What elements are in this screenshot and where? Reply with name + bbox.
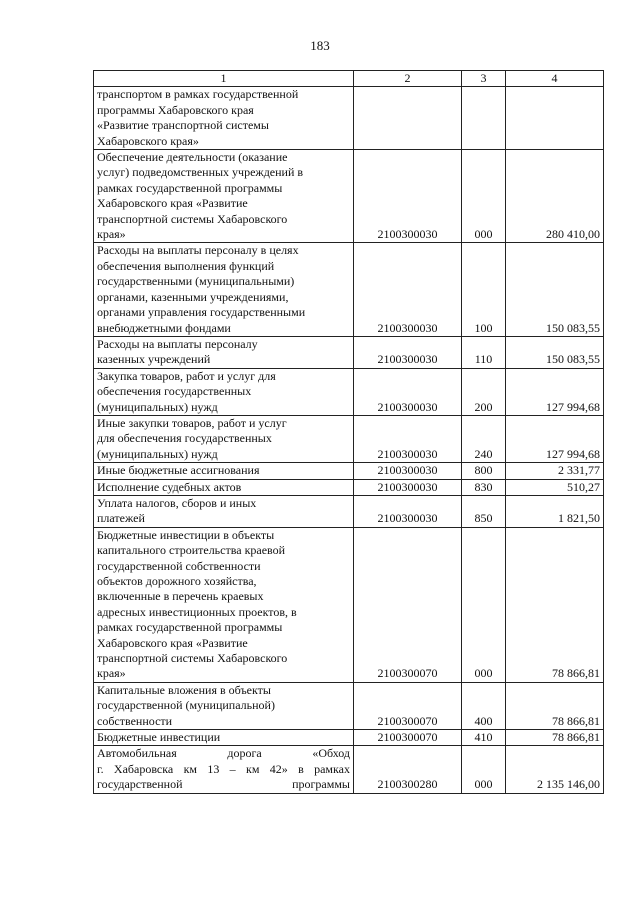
column-header-kvr: 3 <box>462 71 506 87</box>
row-name-line: собственности <box>97 713 173 728</box>
row-code-cell: 2100300030 <box>354 463 462 479</box>
table-row <box>94 746 604 793</box>
row-kvr-cell: 200 <box>462 368 506 415</box>
table-row <box>94 730 604 746</box>
row-name-line: края» <box>97 666 126 681</box>
row-code-cell: 2100300030 <box>354 336 462 368</box>
row-code-cell: 2100300030 <box>354 495 462 527</box>
row-name-cell <box>94 243 354 336</box>
row-name-line: транспортом в рамках государственной <box>97 87 299 102</box>
row-name-line: Бюджетные инвестиции <box>97 730 221 745</box>
row-sum-cell: 150 083,55 <box>506 336 604 368</box>
row-name-cell <box>94 463 354 479</box>
row-name-line: программы Хабаровского края <box>97 102 254 117</box>
row-sum-cell: 510,27 <box>506 479 604 495</box>
row-kvr-cell: 800 <box>462 463 506 479</box>
table-row <box>94 150 604 243</box>
row-name-line: объектов дорожного хозяйства, <box>97 574 257 588</box>
row-kvr-cell: 400 <box>462 682 506 729</box>
row-name-line: рамках государственной программы <box>97 180 283 195</box>
row-name-line: обеспечения выполнения функций <box>97 258 275 273</box>
row-name-line: услуг) подведомственных учреждений в <box>97 165 304 180</box>
row-name-line: Капитальные вложения в объекты <box>97 682 271 697</box>
row-name-line: Исполнение судебных актов <box>97 479 242 494</box>
row-name-line: Хабаровского края «Развитие <box>97 635 248 650</box>
row-name-cell <box>94 730 354 746</box>
row-name-line: обеспечения государственных <box>97 384 252 399</box>
row-kvr-cell: 000 <box>462 150 506 243</box>
row-kvr-cell: 110 <box>462 336 506 368</box>
row-name-line: Автомобильная дорога «Обход <box>97 746 350 761</box>
row-name-cell <box>94 746 354 793</box>
row-sum-cell: 280 410,00 <box>506 150 604 243</box>
row-sum-cell: 78 866,81 <box>506 527 604 682</box>
row-name-line: для обеспечения государственных <box>97 431 272 446</box>
row-code-cell: 2100300030 <box>354 368 462 415</box>
row-name-line: внебюджетными фондами <box>97 320 231 335</box>
row-code-cell: 2100300280 <box>354 746 462 793</box>
row-code-cell: 2100300070 <box>354 527 462 682</box>
table-row <box>94 527 604 682</box>
row-name-cell <box>94 150 354 243</box>
row-name-line: Расходы на выплаты персоналу в целях <box>97 243 299 258</box>
row-sum-cell: 2 135 146,00 <box>506 746 604 793</box>
row-name-line: рамках государственной программы <box>97 620 283 635</box>
row-name-line: Хабаровского края «Развитие <box>97 196 248 211</box>
row-sum-cell: 2 331,77 <box>506 463 604 479</box>
row-code-cell: 2100300070 <box>354 682 462 729</box>
row-name-line: транспортной системы Хабаровского <box>97 211 288 226</box>
budget-table <box>93 70 604 794</box>
row-name-line: казенных учреждений <box>97 352 211 367</box>
row-sum-cell: 127 994,68 <box>506 415 604 462</box>
row-code-cell: 2100300070 <box>354 730 462 746</box>
row-code-cell <box>354 87 462 150</box>
row-name-cell <box>94 415 354 462</box>
table-row <box>94 336 604 368</box>
row-kvr-cell: 000 <box>462 527 506 682</box>
row-kvr-cell: 000 <box>462 746 506 793</box>
row-name-line: государственной (муниципальной) <box>97 698 275 713</box>
table-row <box>94 243 604 336</box>
row-kvr-cell: 850 <box>462 495 506 527</box>
table-row <box>94 479 604 495</box>
table-row <box>94 415 604 462</box>
row-sum-cell <box>506 87 604 150</box>
row-name-line: Закупка товаров, работ и услуг для <box>97 368 276 383</box>
page-number: 183 <box>310 38 330 53</box>
row-kvr-cell: 830 <box>462 479 506 495</box>
table-header-row <box>94 71 604 87</box>
column-header-name: 1 <box>94 71 354 87</box>
table-row <box>94 463 604 479</box>
row-kvr-cell: 410 <box>462 730 506 746</box>
row-name-line: Иные закупки товаров, работ и услуг <box>97 415 287 430</box>
row-sum-cell: 1 821,50 <box>506 495 604 527</box>
row-kvr-cell: 240 <box>462 415 506 462</box>
row-kvr-cell: 100 <box>462 243 506 336</box>
row-name-cell <box>94 368 354 415</box>
row-name-cell <box>94 682 354 729</box>
row-name-line: государственной программы <box>97 777 350 792</box>
row-sum-cell: 78 866,81 <box>506 682 604 729</box>
row-name-line: края» <box>97 227 126 242</box>
row-name-line: государственной собственности <box>97 558 261 573</box>
row-code-cell: 2100300030 <box>354 150 462 243</box>
row-name-cell <box>94 87 354 150</box>
row-code-cell: 2100300030 <box>354 415 462 462</box>
row-kvr-cell <box>462 87 506 150</box>
column-header-code: 2 <box>354 71 462 87</box>
row-name-line: органами, казенными учреждениями, <box>97 289 289 304</box>
row-name-line: органами управления государственными <box>97 305 306 320</box>
row-name-cell <box>94 495 354 527</box>
row-name-line: капитального строительства краевой <box>97 543 286 558</box>
table-row <box>94 368 604 415</box>
row-sum-cell: 150 083,55 <box>506 243 604 336</box>
row-name-line: «Развитие транспортной системы <box>97 118 269 133</box>
row-name-line: Расходы на выплаты персоналу <box>97 336 258 351</box>
row-name-line: государственными (муниципальными) <box>97 274 295 289</box>
table-row <box>94 682 604 729</box>
row-name-cell <box>94 479 354 495</box>
row-name-line: включенные в перечень краевых <box>97 589 264 604</box>
row-name-line: Бюджетные инвестиции в объекты <box>97 527 275 542</box>
row-name-cell <box>94 527 354 682</box>
row-sum-cell: 127 994,68 <box>506 368 604 415</box>
row-name-line: Уплата налогов, сборов и иных <box>97 495 257 510</box>
row-name-line: Обеспечение деятельности (оказание <box>97 150 288 165</box>
row-name-line: платежей <box>97 511 145 526</box>
row-name-line: Хабаровского края» <box>97 133 199 148</box>
row-name-line: транспортной системы Хабаровского <box>97 651 288 666</box>
row-name-cell <box>94 336 354 368</box>
table-row <box>94 495 604 527</box>
row-name-line: адресных инвестиционных проектов, в <box>97 604 297 619</box>
row-code-cell: 2100300030 <box>354 243 462 336</box>
row-name-line: (муниципальных) нужд <box>97 446 218 461</box>
row-sum-cell: 78 866,81 <box>506 730 604 746</box>
table-row <box>94 87 604 150</box>
row-name-line: г. Хабаровска км 13 – км 42» в рамках <box>97 761 350 776</box>
row-name-line: (муниципальных) нужд <box>97 399 218 414</box>
row-code-cell: 2100300030 <box>354 479 462 495</box>
column-header-sum: 4 <box>506 71 604 87</box>
row-name-line: Иные бюджетные ассигнования <box>97 463 260 478</box>
